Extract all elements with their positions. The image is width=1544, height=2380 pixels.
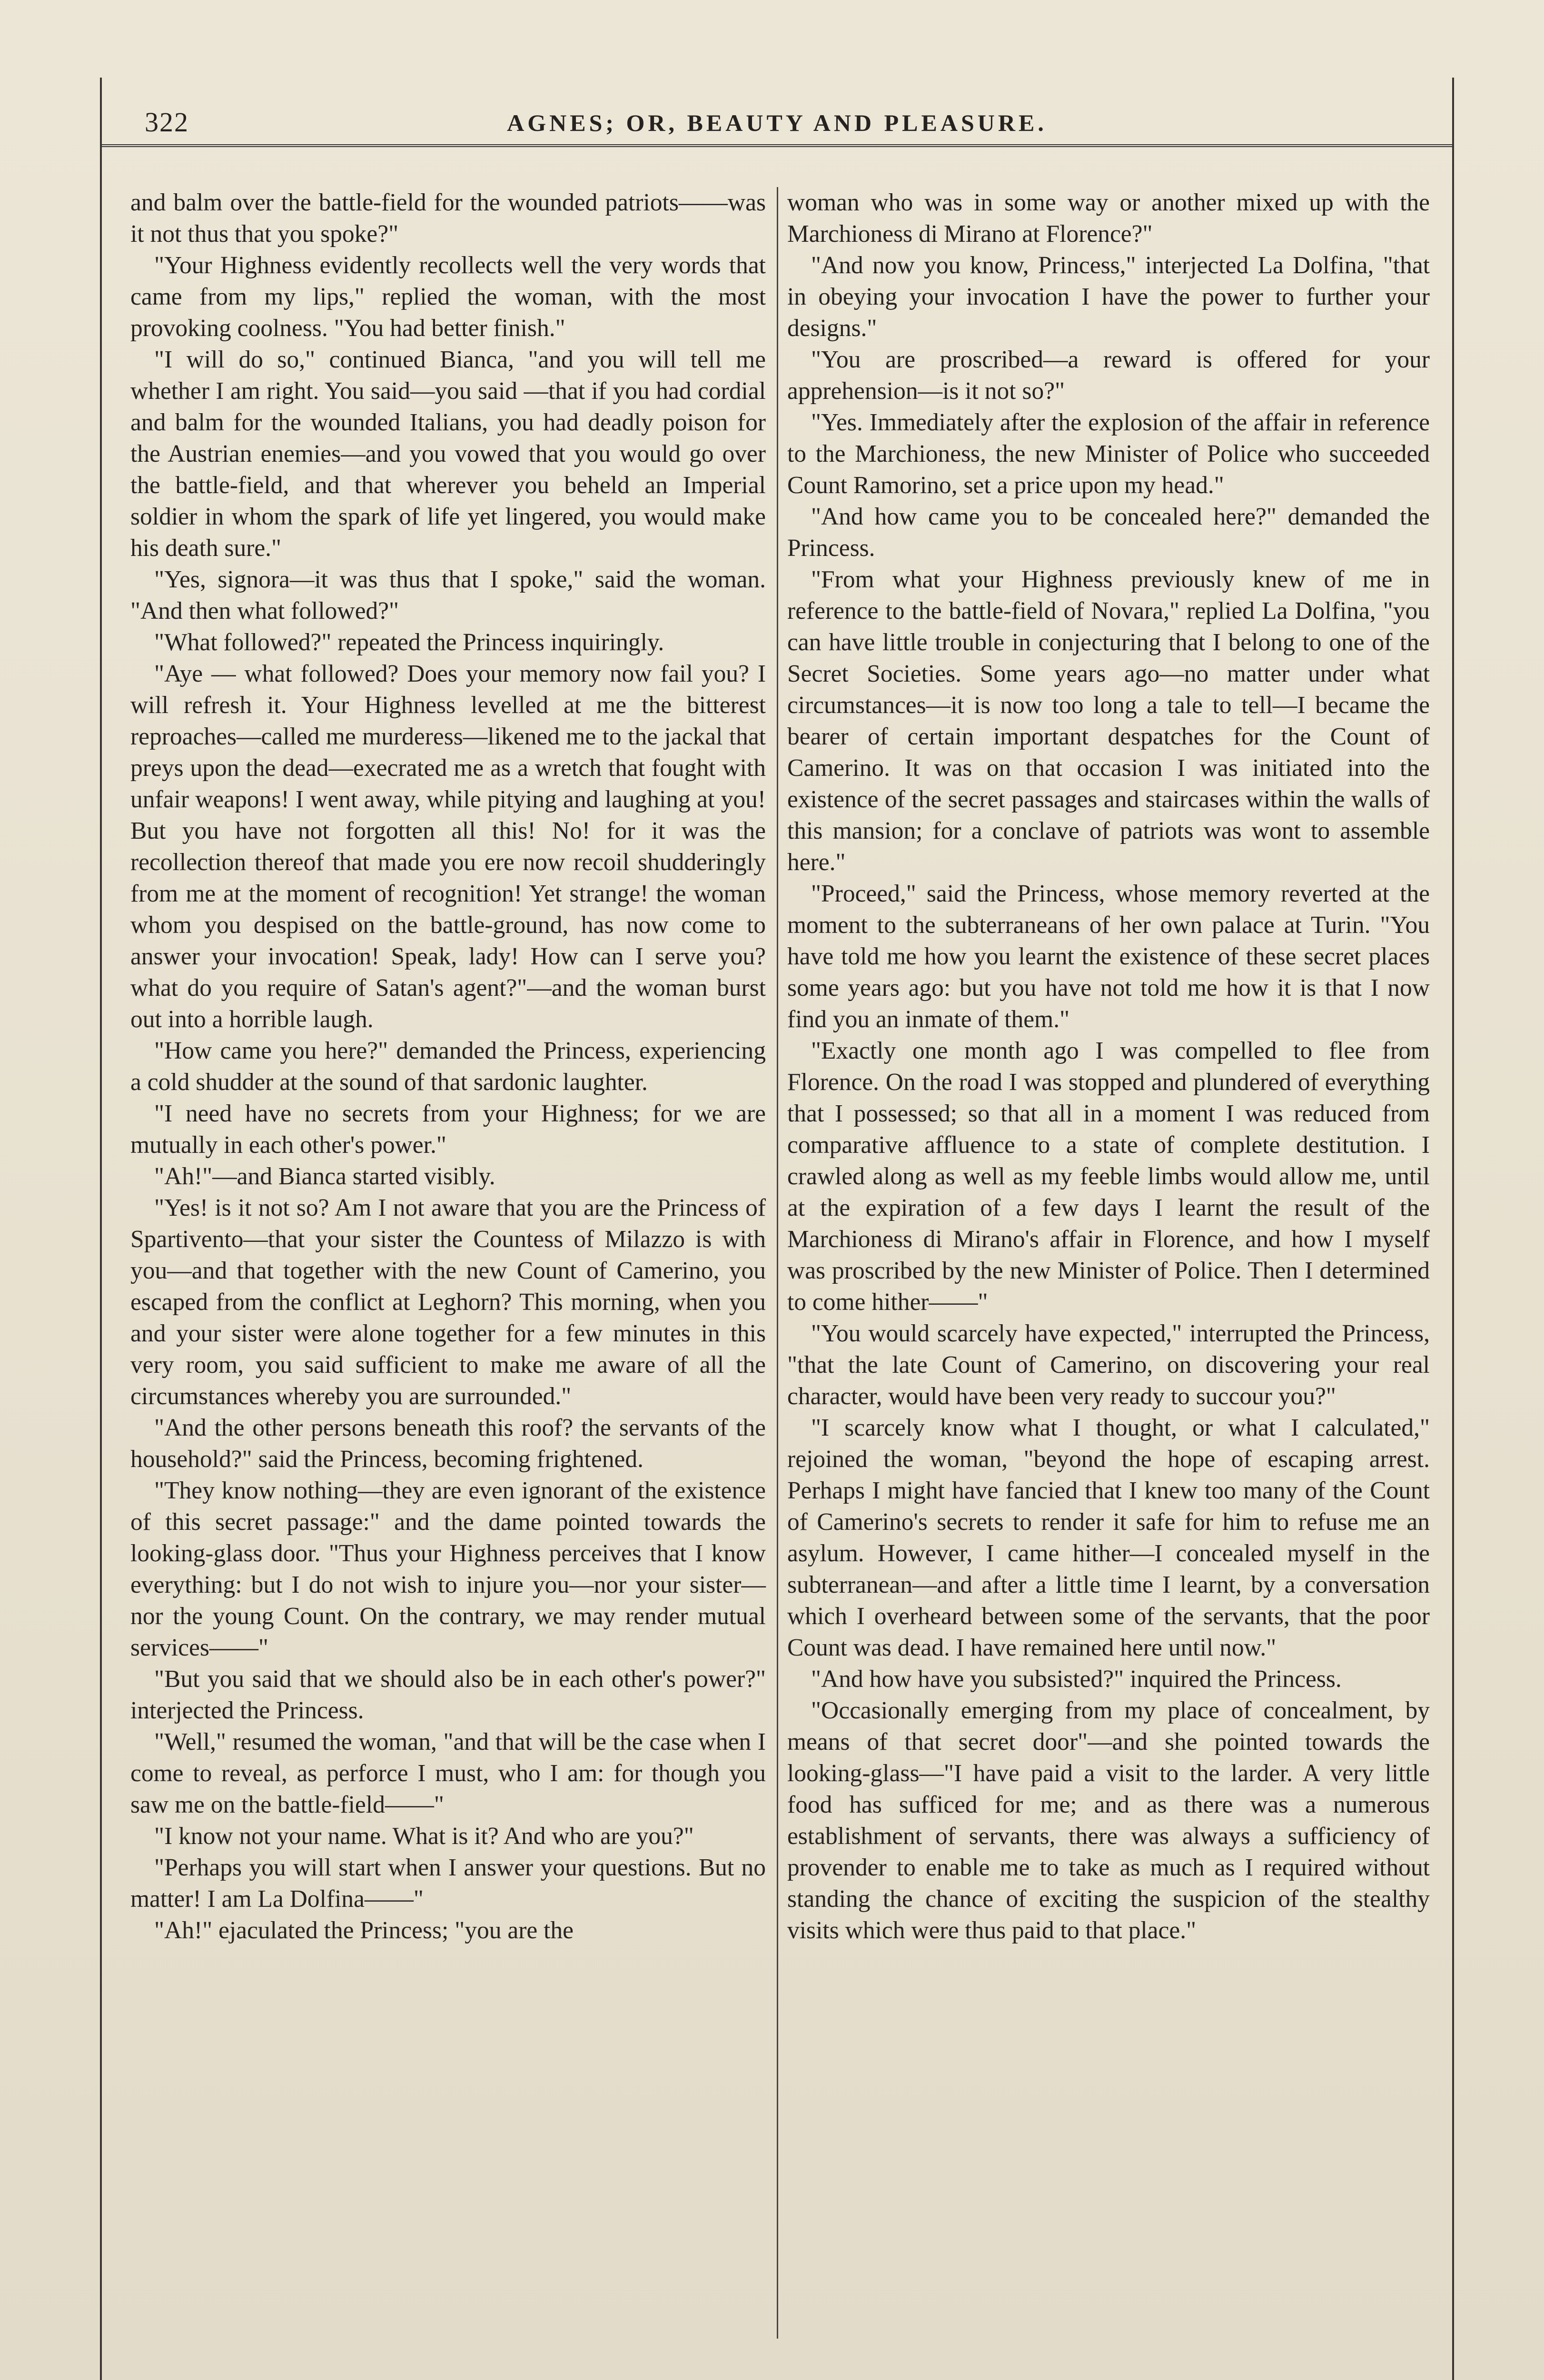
paragraph: "What followed?" repeated the Princess inquiringly.	[154, 629, 664, 656]
paragraph: "Aye — what followed? Does your memory now fail you? I will refresh it. Your Highness levelled at me the bitterest reproaches—called me murderess—likened me to the jackal that preys upon the dead—execrated me as a wretch that fought with unfair weapons! I went away, while pitying and laughing at you! But you have not forgotten all this! No! for it was the recollection thereof that made you ere now recoil shudderingly from me at the moment of recognition! Yet strange! the woman whom you despised on the battle-ground, has now come to answer your invocation! Speak, lady! How can I serve you? what do you require of Satan's agent?"—and the woman burst out into a horrible laugh.	[130, 660, 766, 1033]
paragraph: "From what your Highness previously knew of me in reference to the battle-field of Novara," replied La Dolfina, "you can have little trouble in conjecturing that I belong to one of the Secret Societies. Some years ago—no matter under what circumstances—it is now too long a tale to tell—I became the bearer of certain important despatches for the Count of Camerino. It was on that occasion I was initiated into the existence of the secret passages and staircases within the walls of this mansion; for a conclave of patriots was wont to assemble here."	[787, 566, 1430, 876]
paragraph: "You would scarcely have expected," interrupted the Princess, "that the late Count of Camerino, on discovering your real character, would have been very ready to succour you?"	[787, 1320, 1430, 1410]
column-divider	[777, 187, 778, 2339]
paragraph: "Your Highness evidently recollects well the very words that came from my lips," replied the woman, with the most provoking coolness. "You had better finish."	[130, 252, 766, 342]
paragraph: "Proceed," said the Princess, whose memory reverted at the moment to the subterraneans of her own palace at Turin. "You have told me how you learnt the existence of these secret places some years ago: but you have not told me how it is that I now find you an inmate of them."	[787, 880, 1430, 1033]
paragraph: "I will do so," continued Bianca, "and you will tell me whether I am right. You said—you said —that if you had cordial and balm for the wounded Italians, you had deadly poison for the Austrian enemies—and you vowed that you would go over the battle-field, and that wherever you beheld an Imperial soldier in whom the spark of life yet lingered, you would make his death sure."	[130, 346, 766, 562]
paragraph: "Occasionally emerging from my place of concealment, by means of that secret door"—and she pointed towards the looking-glass—"I have paid a visit to the larder. A very little food has sufficed for me; and as there was a numerous establishment of servants, there was always a sufficiency of provender to enable me to take as much as I required without standing the chance of exciting the suspicion of the stealthy visits which were thus paid to that place."	[787, 1697, 1430, 1944]
paragraph: "You are proscribed—a reward is offered for your apprehension—is it not so?"	[787, 346, 1430, 405]
paragraph: "How came you here?" demanded the Princess, experiencing a cold shudder at the sound of that sardonic laughter.	[130, 1037, 766, 1096]
paragraph: "I need have no secrets from your Highness; for we are mutually in each other's power."	[130, 1100, 766, 1159]
page-frame	[100, 78, 1454, 2380]
paragraph: "Exactly one month ago I was compelled to flee from Florence. On the road I was stopped and plundered of everything that I possessed; so that all in a moment I was reduced from comparative affluence to a state of complete destitution. I crawled along as well as my feeble limbs would allow me, until at the expiration of a few days I learnt the result of the Marchioness di Mirano's affair in Florence, and how I myself was proscribed by the new Minister of Police. Then I determined to come hither——"	[787, 1037, 1430, 1316]
paragraph: "Well," resumed the woman, "and that will be the case when I come to reveal, as perforce I must, who I am: for though you saw me on the battle-field——"	[130, 1728, 766, 1818]
paragraph: woman who was in some way or another mixed up with the Marchioness di Mirano at Florence?"	[787, 189, 1430, 248]
paragraph: "And the other persons beneath this roof? the servants of the household?" said the Princess, becoming frightened.	[130, 1414, 766, 1473]
paragraph: "And how have you subsisted?" inquired the Princess.	[811, 1666, 1342, 1693]
page-header	[102, 106, 1452, 147]
paragraph: "And now you know, Princess," interjected La Dolfina, "that in obeying your invocation I have the power to further your designs."	[787, 252, 1430, 342]
paragraph: "Perhaps you will start when I answer your questions. But no matter! I am La Dolfina——"	[130, 1854, 766, 1913]
right-text-column	[787, 187, 1430, 2348]
paragraph: "Yes, signora—it was thus that I spoke," said the woman. "And then what followed?"	[130, 566, 766, 625]
paragraph: "I know not your name. What is it? And who are you?"	[154, 1823, 694, 1850]
paragraph: "And how came you to be concealed here?" demanded the Princess.	[787, 503, 1430, 562]
paragraph: "I scarcely know what I thought, or what I calculated," rejoined the woman, "beyond the hope of escaping arrest. Perhaps I might have fancied that I knew too many of the Count of Camerino's secrets to render it safe for him to refuse me an asylum. However, I came hither—I concealed myself in the subterranean—and after a little time I learnt, by a conversation which I overheard between some of the servants, that the poor Count was dead. I have remained here until now."	[787, 1414, 1430, 1661]
paragraph: "Ah!"—and Bianca started visibly.	[154, 1163, 495, 1190]
paragraph: "But you said that we should also be in each other's power?" interjected the Princess.	[130, 1666, 766, 1724]
page-number: 322	[145, 107, 189, 138]
left-text-column	[130, 187, 766, 2348]
running-title: AGNES; OR, BEAUTY AND PLEASURE.	[507, 109, 1047, 136]
paragraph: "They know nothing—they are even ignorant of the existence of this secret passage:" and the dame pointed towards the looking-glass door. "Thus your Highness perceives that I know everything: but I do not wish to injure you—nor your sister—nor the young Count. On the contrary, we may render mutual services——"	[130, 1477, 766, 1661]
paragraph: "Yes! is it not so? Am I not aware that you are the Princess of Spartivento—that your sister the Countess of Milazzo is with you—and that together with the new Count of Camerino, you escaped from the conflict at Leghorn? This morning, when you and your sister were alone together for a few minutes in this very room, you said sufficient to make me aware of all the circumstances whereby you are surrounded."	[130, 1194, 766, 1410]
paragraph: "Yes. Immediately after the explosion of the affair in reference to the Marchioness, the new Minister of Police who succeeded Count Ramorino, set a price upon my head."	[787, 409, 1430, 499]
paragraph: and balm over the battle-field for the wounded patriots——was it not thus that you spoke?"	[130, 189, 766, 248]
paragraph: "Ah!" ejaculated the Princess; "you are the	[154, 1917, 574, 1944]
